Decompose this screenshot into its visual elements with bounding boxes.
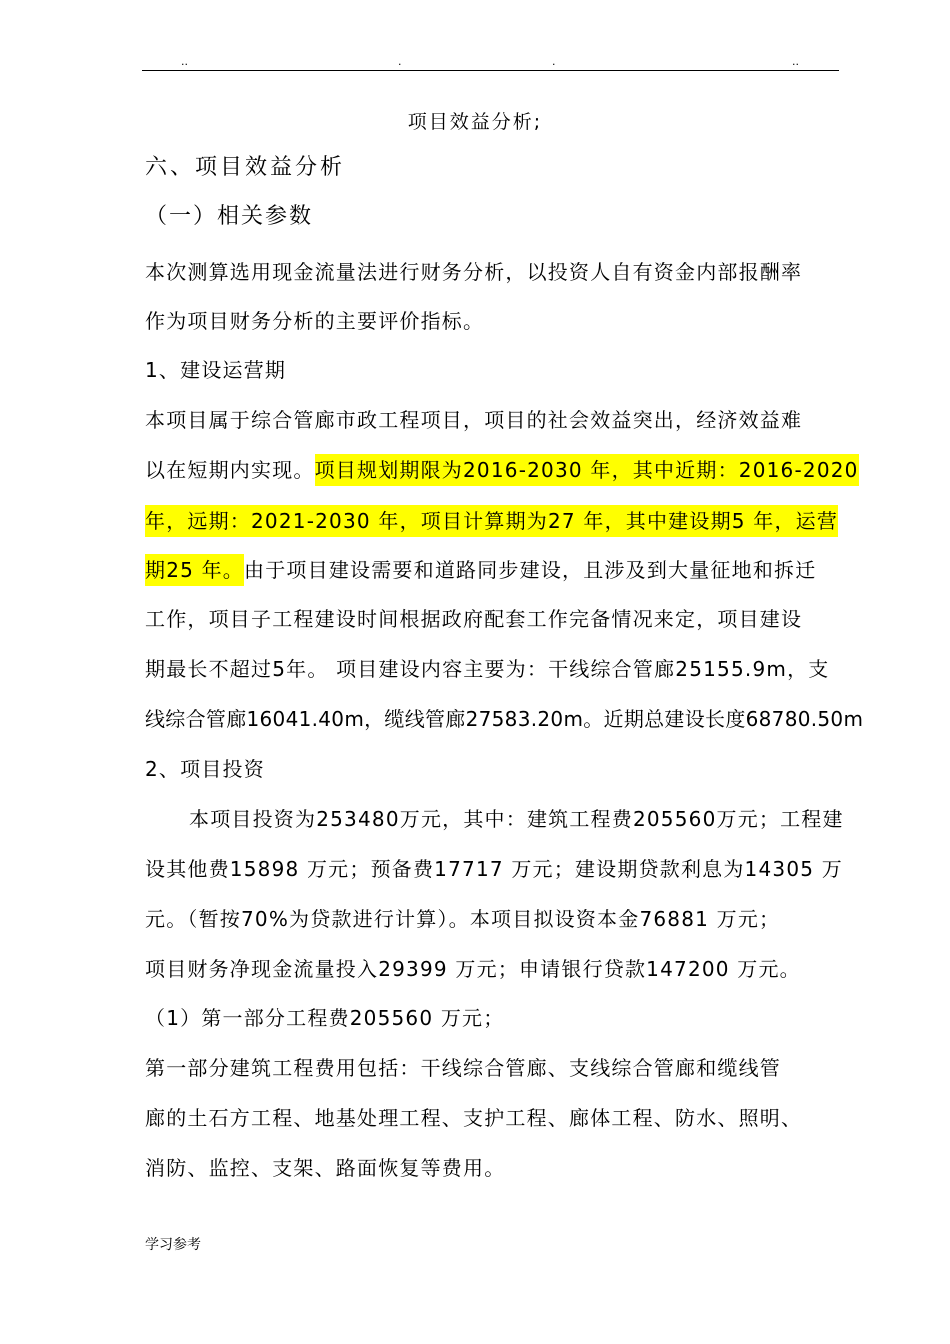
document-title: 项目效益分析; [407,111,543,133]
paragraph-line: 项目财务净现金流量投入29399 万元；申请银行贷款147200 万元。 [145,957,801,981]
page-footer: 学习参考 [145,1237,201,1253]
item-heading: 1、建设运营期 [145,358,287,382]
highlighted-text: 项目规划期限为2016-2030 年，其中近期：2016-2020 [315,454,859,486]
highlighted-text: 年，远期：2021-2030 年，项目计算期为27 年，其中建设期5 年，运营 [145,505,838,537]
header-mark: .. [181,55,188,68]
paragraph-line: 第一部分建筑工程费用包括：干线综合管廊、支线综合管廊和缆线管 [145,1056,781,1080]
paragraph-text: 以在短期内实现。 [145,458,315,482]
paragraph-line [145,556,816,584]
paragraph-line: 本项目投资为253480万元，其中：建筑工程费205560万元；工程建 [189,807,844,831]
paragraph-line: 设其他费15898 万元；预备费17717 万元；建设期贷款利息为14305 万 [145,857,843,881]
paragraph-line: 工作，项目子工程建设时间根据政府配套工作完备情况来定，项目建设 [145,607,803,631]
paragraph-line: 线综合管廊16041.40m，缆线管廊27583.20m。近期总建设长度68780.50m [145,707,864,731]
paragraph-line: 作为项目财务分析的主要评价指标。 [145,309,485,333]
paragraph-line: 元。（暂按70%为贷款进行计算）。本项目拟设资本金76881 万元； [145,907,781,931]
subsection-heading: （一）相关参数 [145,204,314,229]
header-mark: .. [792,55,799,68]
paragraph-line: 廊的土石方工程、地基处理工程、支护工程、廊体工程、防水、照明、 [145,1106,803,1130]
paragraph-line [145,456,859,484]
header-mark: . [398,55,402,68]
paragraph-line: 消防、监控、支架、路面恢复等费用。 [145,1156,506,1180]
highlighted-text: 期25 年。 [145,554,244,586]
paragraph-line: 本项目属于综合管廊市政工程项目，项目的社会效益突出，经济效益难 [145,408,803,432]
paragraph-text: 由于项目建设需要和道路同步建设，且涉及到大量征地和拆迁 [244,558,817,582]
paragraph-line [145,507,838,535]
header-mark: . [552,55,556,68]
paragraph-line: 本次测算选用现金流量法进行财务分析，以投资人自有资金内部报酬率 [145,260,803,284]
subitem-heading: （1）第一部分工程费205560 万元； [145,1006,505,1030]
header-rule [142,70,839,71]
section-heading: 六、项目效益分析 [145,155,346,180]
item-heading: 2、项目投资 [145,757,265,781]
paragraph-line: 期最长不超过5年。 项目建设内容主要为：干线综合管廊25155.9m，支 [145,657,830,681]
